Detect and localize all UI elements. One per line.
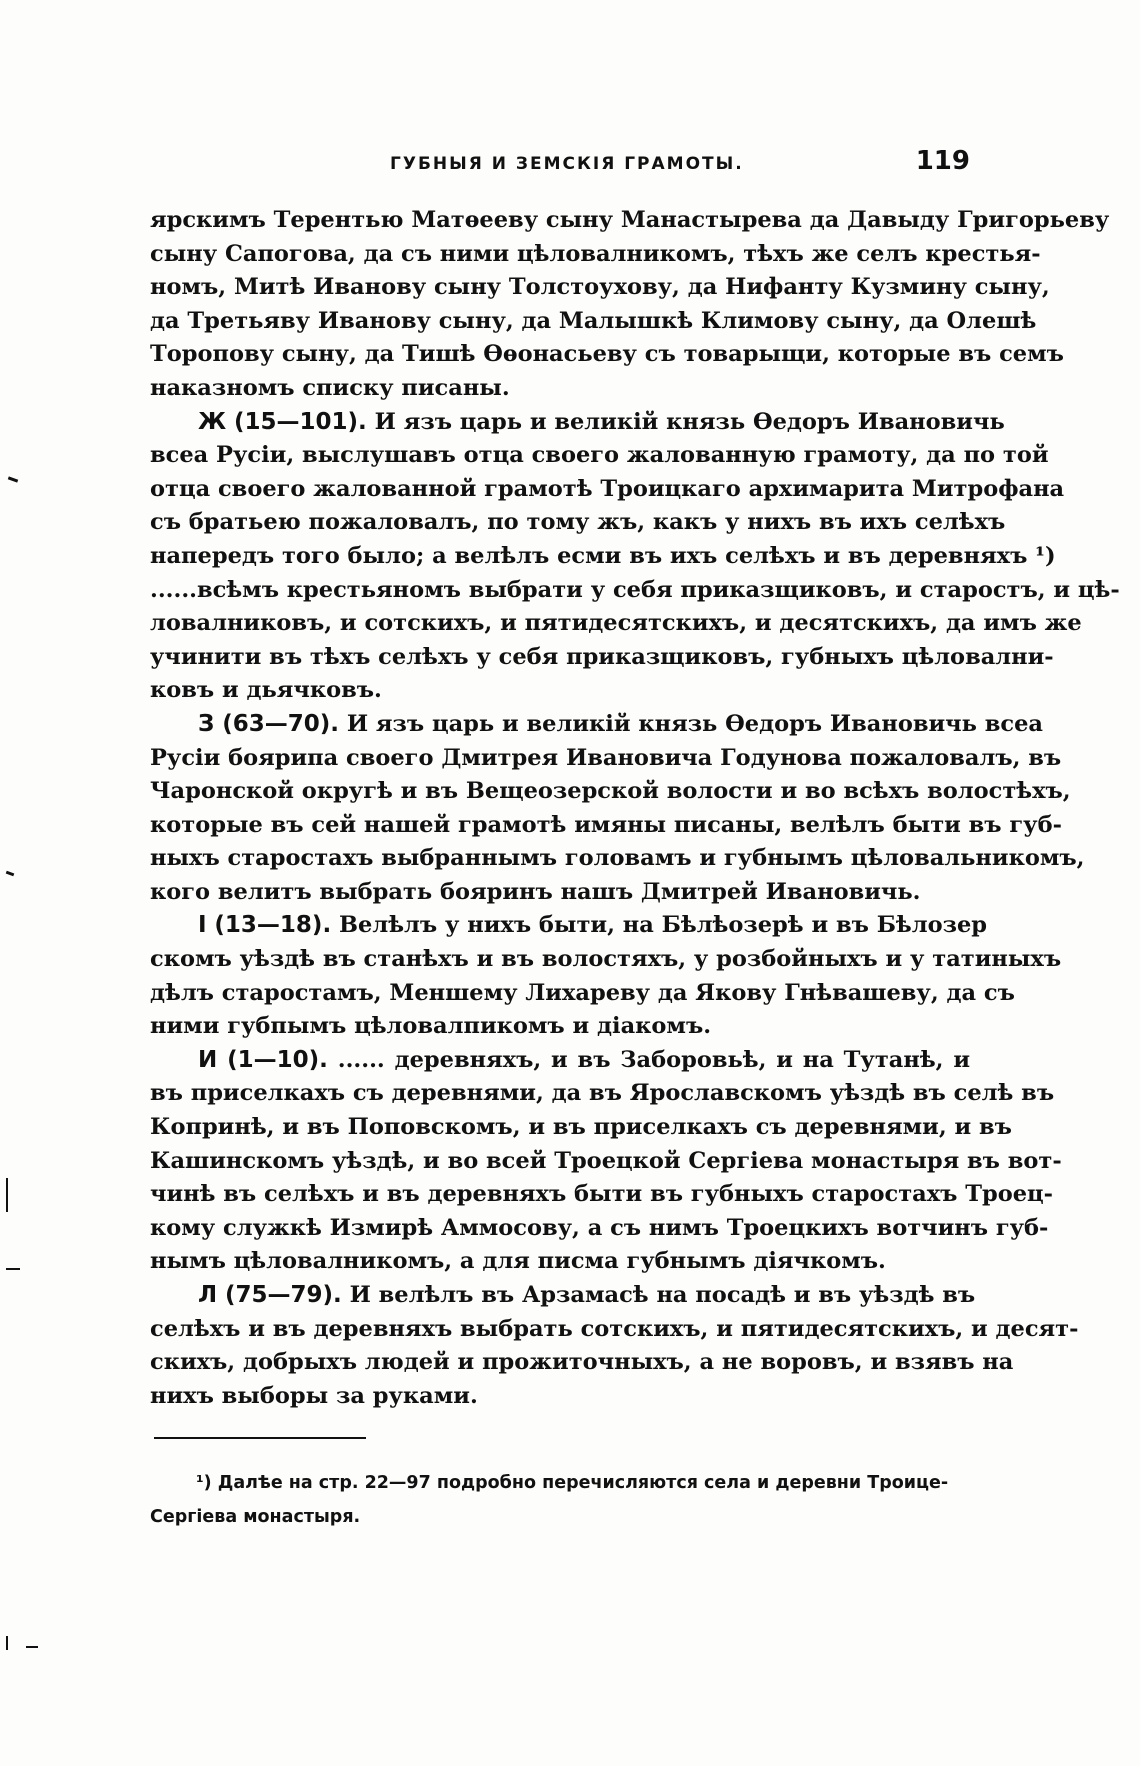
text-line: съ братьею пожаловалъ, по тому жъ, какъ у нихъ въ ихъ селѣхъ [150,509,1006,536]
text-line: ловалниковъ, и сотскихъ, и пятидесятскихъ, и десятскихъ, да имъ же [150,610,1082,637]
text-run: ...... деревняхъ, и въ Заборовьѣ, и на Тутанѣ, и [337,1046,971,1073]
text-line: ними губпымъ цѣловалпикомъ и діакомъ. [150,1013,712,1040]
text-line: скомъ уѣздѣ въ станѣхъ и въ волостяхъ, у розбойныхъ и у татиныхъ [150,946,1062,973]
section-ref: (1—10). [227,1046,328,1073]
text-line: сыну Сапогова, да съ ними цѣловалникомъ, тѣхъ же селъ крестья- [150,240,1041,267]
text-run: Велѣлъ у нихъ быти, на Бѣлѣозерѣ и въ Бѣлозер [339,912,988,939]
paragraph-i [150,1044,1062,1279]
section-ref: (63—70). [222,710,339,737]
paragraph-first-line [150,406,1005,440]
text-line: да Третьяву Иванову сыну, да Малышкѣ Климову сыну, да Олешѣ [150,307,1037,334]
paragraph-z [150,708,1085,910]
text-line: ковъ и дьячковъ. [150,677,382,704]
footnote [150,1466,970,1534]
footnote-line: ¹) Далѣе на стр. 22—97 подробно перечисляются села и деревни Троице- [196,1473,949,1493]
text-line: дѣлъ старостамъ, Меншему Лихареву да Якову Гнѣвашеву, да съ [150,979,1015,1006]
text-line: наказномъ списку писаны. [150,374,510,401]
section-letter: Ж [198,408,227,435]
text-run: И язъ царь и великій князь Ѳедоръ Ивановичь всеа [346,710,1043,737]
section-ref: (13—18). [214,912,332,939]
paragraph-first-line [150,708,1043,742]
text-line: нымъ цѣловалникомъ, а для писма губнымъ діячкомъ. [150,1248,886,1275]
section-letter: Л [198,1282,218,1308]
text-line: кого велитъ выбрать бояринъ нашъ Дмитрей Ивановичь. [150,878,921,905]
section-letter: З [198,710,215,737]
paragraph-i-dot [150,909,1062,1043]
page-header [150,146,970,186]
text-line: ныхъ старостахъ выбраннымъ головамъ и губнымъ цѣловальникомъ, [150,845,1085,872]
text-line: номъ, Митѣ Иванову сыну Толстоухову, да Нифанту Кузмину сыну, [150,274,1050,301]
footnote-line: Сергіева монастыря. [150,1507,361,1527]
text-run: И велѣлъ въ Арзамасѣ на посадѣ и въ уѣздѣ въ [349,1282,976,1308]
margin-scan-mark [8,476,18,482]
text-line: всеа Русіи, выслушавъ отца своего жалованную грамоту, да по той [150,442,1049,469]
text-line: Копринѣ, и въ Поповскомъ, и въ приселкахъ съ деревнями, и въ [150,1114,1012,1141]
text-line: учинити въ тѣхъ селѣхъ у себя приказщиковъ, губныхъ цѣловални- [150,643,1054,670]
text-line: отца своего жалованной грамотѣ Троицкаго архимарита Митрофана [150,475,1065,502]
margin-scan-mark [6,1178,8,1212]
paragraph-first-line [150,1044,970,1078]
margin-scan-mark [26,1646,38,1648]
running-title: ГУБНЫЯ И ЗЕМСКІЯ ГРАМОТЫ. [390,154,744,174]
paragraph-zh [150,406,1120,708]
margin-scan-mark [6,1636,8,1650]
section-ref: (75—79). [224,1282,342,1308]
paragraph-l [150,1279,1079,1413]
text-line: ......всѣмъ крестьяномъ выбрати у себя приказщиковъ, и старостъ, и цѣ- [150,576,1120,603]
text-line: напередъ того было; а велѣлъ есми въ ихъ селѣхъ и въ деревняхъ ¹) [150,542,1056,569]
text-line: нихъ выборы за руками. [150,1382,478,1409]
section-letter: И [198,1046,218,1073]
text-line: Русіи боярипа своего Дмитрея Ивановича Годунова пожаловалъ, въ [150,744,1062,771]
text-line: скихъ, добрыхъ людей и прожиточныхъ, а не воровъ, и взявъ на [150,1349,1014,1376]
footnote-rule [154,1437,366,1439]
text-line: Кашинскомъ уѣздѣ, и во всей Троецкой Сергіева монастыря въ вот- [150,1147,1062,1174]
paragraph-0 [150,204,1110,406]
text-line: Чаронской округѣ и въ Вещеозерской волости и во всѣхъ волостѣхъ, [150,778,1071,805]
text-line: чинѣ въ селѣхъ и въ деревняхъ быти въ губныхъ старостахъ Троец- [150,1181,1053,1208]
paragraph-first-line [150,909,988,943]
section-ref: (15—101). [234,408,367,435]
text-line: Торопову сыну, да Тишѣ Ѳѳонасьеву съ товарыщи, которые въ семъ [150,341,1064,368]
margin-scan-mark [6,1268,20,1270]
text-run: И язъ царь и великій князь Ѳедоръ Ивановичь [374,408,1005,435]
margin-scan-mark [6,871,15,877]
text-line: ярскимъ Терентью Матѳееву сыну Манастырева да Давыду Григорьеву [150,207,1110,233]
text-line: въ приселкахъ съ деревнями, да въ Ярославскомъ уѣздѣ въ селѣ въ [150,1080,1055,1107]
text-line: кому служкѣ Измирѣ Аммосову, а съ нимъ Троецкихъ вотчинъ губ- [150,1214,1049,1241]
section-letter: І [198,912,207,939]
paragraph-first-line [150,1279,976,1313]
page-number: 119 [915,146,970,176]
body-text [150,204,1120,1413]
text-line: селѣхъ и въ деревняхъ выбрать сотскихъ, и пятидесятскихъ, и десят- [150,1315,1079,1342]
text-line: которые въ сей нашей грамотѣ имяны писаны, велѣлъ быти въ губ- [150,811,1062,838]
